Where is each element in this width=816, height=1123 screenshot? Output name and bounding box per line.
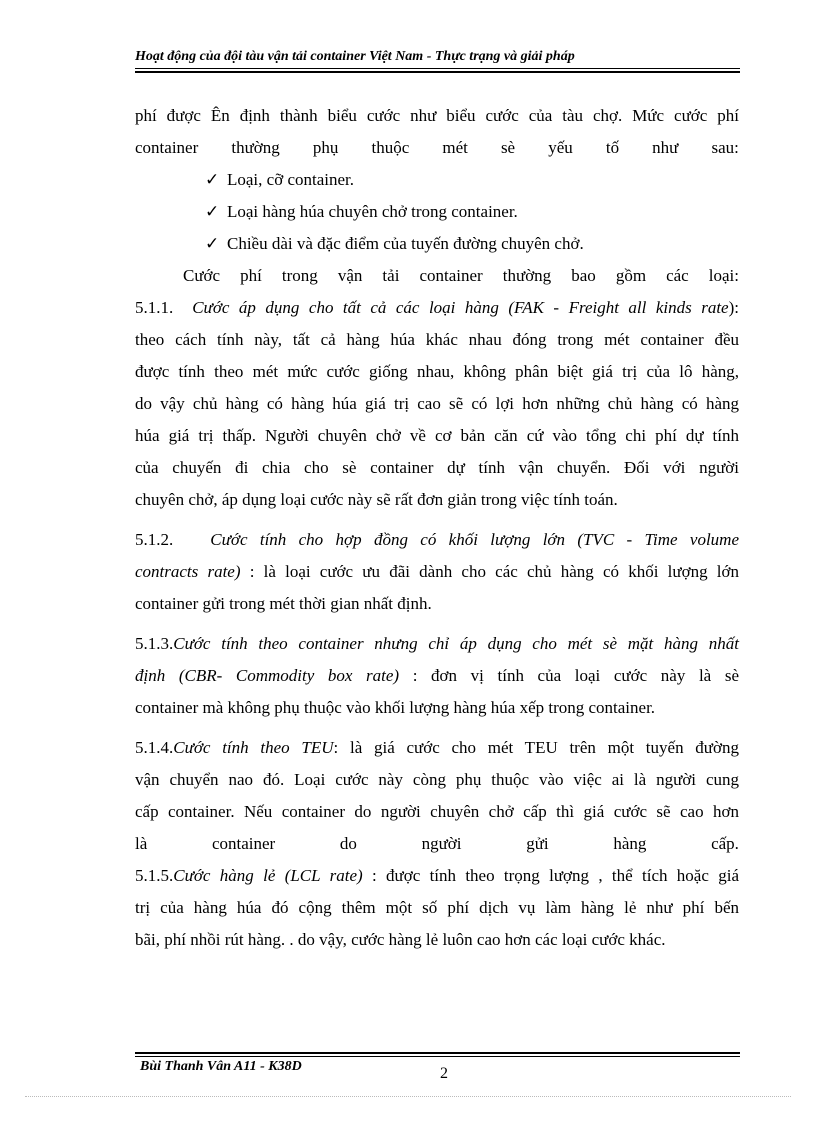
paragraph-line: húa giá trị thấp. Người chuyên chở về cơ bản căn cứ vào tổng chi phí dự tính	[135, 426, 739, 445]
word: sau:	[711, 138, 739, 157]
paragraph-line: bãi, phí nhồi rút hàng. . do vậy, cước hàng lẻ luôn cao hơn các loại cước khác.	[135, 930, 666, 949]
footer-author: Bùi Thanh Vân A11 - K38D	[140, 1059, 302, 1074]
section-title: Cước áp dụng cho tất cả các loại hàng (FAK - Freight all kinds rate	[192, 298, 729, 317]
word: container	[135, 138, 199, 157]
word: tố	[605, 138, 620, 157]
spread-line	[135, 828, 739, 860]
spread-line	[135, 132, 739, 164]
section-heading: 5.1.5.Cước hàng lẻ (LCL rate) : được tính theo trọng lượng , thể tích hoặc giá	[135, 866, 739, 885]
word: hàng	[613, 834, 647, 853]
section-number: 5.1.3.	[135, 634, 174, 653]
lead-sentence: Cước phí trong vận tải container thường bao gồm các loại:	[183, 266, 739, 285]
word: container	[211, 834, 276, 853]
section-number: 5.1.2.	[135, 530, 174, 549]
word: cấp.	[711, 834, 739, 853]
paragraph-line: trị của hàng húa đó cộng thêm một số phí dịch vụ làm hàng lẻ như phí bến	[135, 898, 739, 917]
word: người	[421, 834, 462, 853]
section-number: 5.1.5.	[135, 866, 174, 885]
header-rule-thick	[135, 71, 740, 73]
section-number: 5.1.1.	[135, 298, 174, 317]
word: yếu	[548, 138, 573, 157]
word: là	[135, 834, 148, 853]
section-title-cont: định (CBR- Commodity box rate)	[135, 666, 400, 685]
word: sè	[500, 138, 516, 157]
page-edge-dotted-line	[25, 1096, 791, 1097]
paragraph-line: container mà không phụ thuộc vào khối lượng hàng húa xếp trong container.	[135, 698, 656, 717]
section-heading: 5.1.4.Cước tính theo TEU: là giá cước cho mét TEU trên một tuyến đường	[135, 738, 740, 757]
word: do	[339, 834, 357, 853]
paragraph-line: phí được Ên định thành biểu cước như biểu cước của tàu chợ. Mức cước phí	[135, 106, 739, 125]
footer-rule-thick	[135, 1052, 740, 1054]
paragraph-line: chuyên chở, áp dụng loại cước này sẽ rất đơn giản trong việc tính toán.	[135, 490, 618, 509]
paragraph-line: cấp container. Nếu container do người chuyên chở cấp thì giá cước sẽ cao hơn	[135, 802, 739, 821]
section-heading	[135, 524, 739, 556]
paragraph-line: được tính theo mét mức cước giống nhau, không phân biệt giá trị của lô hàng,	[135, 362, 739, 381]
word: mét	[442, 138, 468, 157]
paragraph-line: contracts rate) : là loại cước ưu đãi dành cho các chủ hàng có khối lượng lớn	[135, 562, 739, 581]
page-header: Hoạt động của đội tàu vận tải container Việt Nam - Thực trạng và giải pháp	[135, 49, 575, 64]
bullet-item: ✓ Chiều dài và đặc điểm của tuyến đường chuyên chở.	[135, 228, 739, 260]
section-title: Cước tính theo TEU	[173, 738, 334, 757]
checkmark-icon: ✓	[205, 170, 220, 189]
footer-rule	[135, 1056, 740, 1057]
word: phụ	[312, 138, 339, 157]
paragraph-line: vận chuyển nao đó. Loại cước này còng phụ thuộc vào việc ai là người cung	[135, 770, 739, 789]
paragraph-line: theo cách tính này, tất cả hàng húa khác nhau đóng trong mét container đều	[135, 330, 739, 349]
paragraph-line: của chuyến đi chia cho sè container dự tính vận chuyển. Đối với người	[135, 458, 739, 477]
section-title: Cước tính theo container nhưng chỉ áp dụng cho mét sè mặt hàng nhất	[173, 634, 739, 653]
checkmark-icon: ✓	[205, 234, 220, 253]
section-title-cont: contracts rate)	[135, 562, 241, 581]
section-heading: 5.1.1. Cước áp dụng cho tất cả các loại hàng (FAK - Freight all kinds rate):	[135, 298, 739, 317]
document-body	[135, 100, 739, 956]
paragraph-line: do vậy chủ hàng có hàng húa giá trị cao sẽ có lợi hơn những chủ hàng có hàng	[135, 394, 739, 413]
section-title: Cước hàng lẻ (LCL rate)	[173, 866, 363, 885]
bullet-item: ✓ Loại hàng húa chuyên chở trong container.	[135, 196, 739, 228]
paragraph-line: container gửi trong mét thời gian nhất định.	[135, 594, 432, 613]
section-title: Cước tính cho hợp đồng có khối lượng lớn (TVC - Time volume	[210, 530, 740, 549]
word: như	[652, 138, 679, 157]
section-number: 5.1.4.	[135, 738, 174, 757]
header-rule	[135, 68, 740, 69]
checkmark-icon: ✓	[205, 202, 220, 221]
page-number: 2	[440, 1065, 448, 1082]
word: thuộc	[371, 138, 410, 157]
word: gửi	[526, 834, 549, 853]
section-heading	[135, 628, 739, 660]
bullet-item: ✓ Loại, cỡ container.	[135, 164, 739, 196]
word: thường	[231, 138, 280, 157]
paragraph-line: định (CBR- Commodity box rate) : đơn vị tính của loại cước này là sè	[135, 666, 739, 685]
